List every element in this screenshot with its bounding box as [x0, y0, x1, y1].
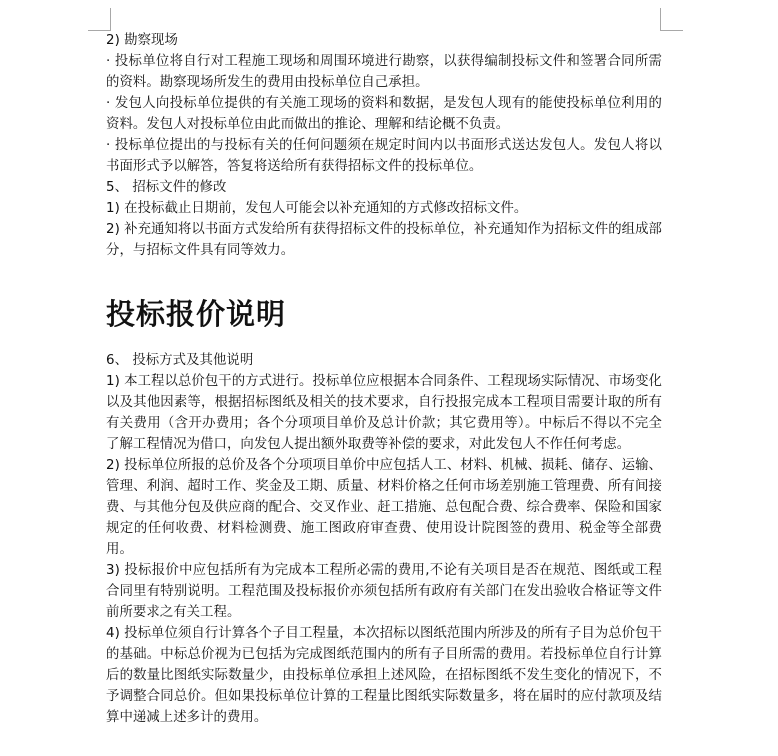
section-heading-tender-modification: 5、 招标文件的修改 [106, 180, 227, 195]
numbered-paragraph: 2) 补充通知将以书面方式发给所有获得招标文件的投标单位，补充通知作为招标文件的组成部分，与招标文件具有同等效力。 [106, 222, 662, 258]
page-title: 投标报价说明 [106, 297, 287, 331]
bullet-paragraph: · 发包人向投标单位提供的有关施工现场的资料和数据，是发包人现有的能使投标单位利用的资料。发包人对投标单位由此而做出的推论、理解和结论概不负责。 [106, 96, 662, 132]
bullet-paragraph: · 投标单位将自行对工程施工现场和周围环境进行勘察，以获得编制投标文件和签署合同所需的资料。勘察现场所发生的费用由投标单位自己承担。 [106, 54, 662, 90]
numbered-paragraph: 4) 投标单位须自行计算各个子目工程量，本次招标以图纸范围内所涉及的所有子目为总价包干的基础。中标总价视为已包括为完成图纸范围内的所有子目所需的费用。若投标单位自行计算后的数量比图纸实际数量少，由投标单位承担上述风险，在招标图纸不发生变化的情况下，不予调整合同总价。但如果投标单位计算的工程量比图纸实际数量多，将在届时的应付款项及结算中递减上述多计的费用。 [106, 626, 662, 725]
subsection-heading-site-survey: 2) 勘察现场 [106, 33, 178, 48]
section-heading-bid-method: 6、 投标方式及其他说明 [106, 353, 254, 368]
page-corner-mark-left [88, 8, 111, 31]
document-body[interactable] [106, 30, 662, 728]
bullet-paragraph: · 投标单位提出的与投标有关的任何问题须在规定时间内以书面形式送达发包人。发包人将以书面形式予以解答，答复将送给所有获得招标文件的投标单位。 [106, 138, 662, 174]
numbered-paragraph: 1) 在投标截止日期前，发包人可能会以补充通知的方式修改招标文件。 [106, 201, 528, 216]
paragraph-spacer [106, 261, 662, 294]
numbered-paragraph: 1) 本工程以总价包干的方式进行。投标单位应根据本合同条件、工程现场实际情况、市场变化以及其他因素等，根据招标图纸及相关的技术要求，自行投报完成本工程项目需要计取的所有有关费用（含开办费用；各个分项项目单价及总计价款；其它费用等）。中标后不得以不完全了解工程情况为借口，向发包人提出额外取费等补偿的要求，对此发包人不作任何考虑。 [106, 374, 662, 452]
numbered-paragraph: 2) 投标单位所报的总价及各个分项项目单价中应包括人工、材料、机械、损耗、储存、运输、管理、利润、超时工作、奖金及工期、质量、材料价格之任何市场差别施工管理费、所有间接费、与其他分包及供应商的配合、交叉作业、赶工措施、总包配合费、综合费率、保险和国家规定的任何收费、材料检测费、施工图政府审查费、使用设计院图签的费用、税金等全部费用。 [106, 458, 662, 557]
numbered-paragraph: 3) 投标报价中应包括所有为完成本工程所必需的费用,不论有关项目是否在规范、图纸或工程合同里有特别说明。工程范围及投标报价亦须包括所有政府有关部门在发出验收合格证等文件前所要求之有关工程。 [106, 563, 662, 620]
page-corner-mark-right [660, 8, 683, 31]
